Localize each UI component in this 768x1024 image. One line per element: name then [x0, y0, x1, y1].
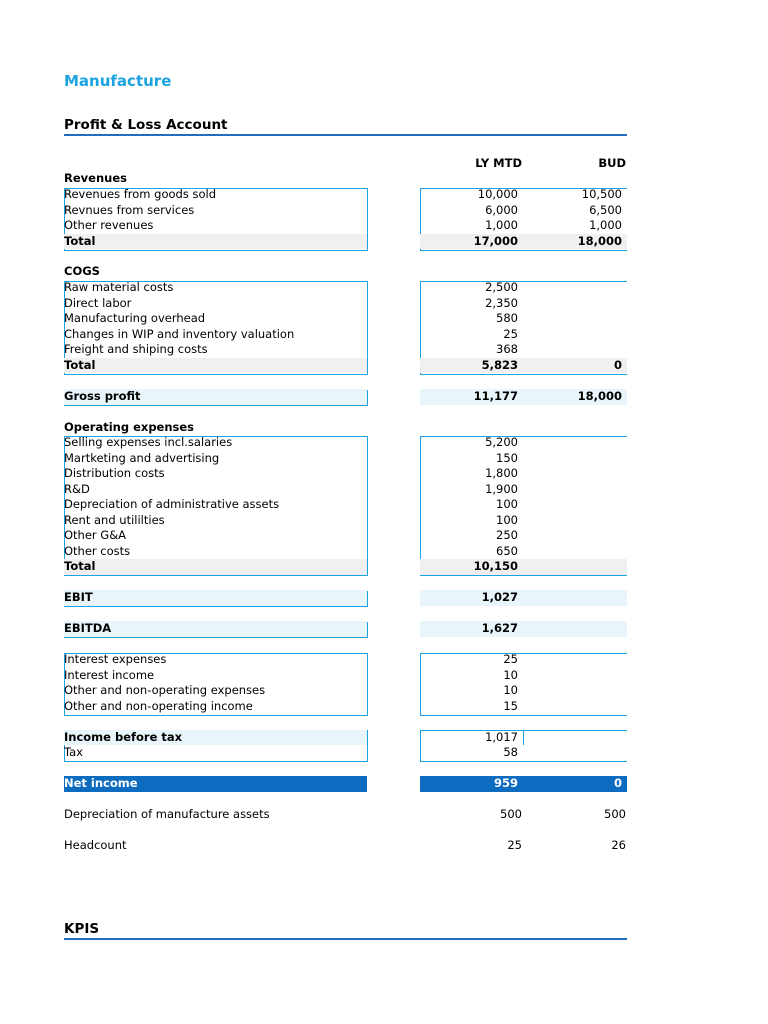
depreciation-manufacture-row[interactable]: Depreciation of manufacture assets 500 500 — [64, 807, 626, 821]
table-row[interactable]: Selling expenses incl.salaries 5,200 — [64, 435, 518, 449]
cogs-total-row[interactable]: Total 5,823 0 — [64, 358, 627, 374]
table-row[interactable]: Distribution costs 1,800 — [64, 466, 518, 480]
col-header-ly-mtd: LY MTD — [475, 156, 522, 170]
kpis-section-title: KPIS — [64, 921, 100, 937]
cogs-heading: COGS — [64, 264, 100, 278]
table-row[interactable]: Other and non-operating income 15 — [64, 698, 518, 713]
table-row[interactable]: Direct labor 2,350 — [64, 295, 518, 310]
table-row[interactable]: Other G&A 250 — [64, 528, 518, 542]
net-income-row[interactable]: Net income 959 0 — [64, 776, 627, 792]
table-row[interactable]: Freight and shiping costs 368 — [64, 342, 518, 356]
pl-section-title: Profit & Loss Account — [64, 117, 228, 133]
pl-title-rule — [64, 134, 627, 136]
table-row[interactable]: Other revenues 1,000 1,000 — [64, 218, 622, 232]
table-row[interactable]: Rent and utililties 100 — [64, 512, 518, 527]
opex-total-row[interactable]: Total 10,150 — [64, 559, 627, 575]
tax-row[interactable]: Tax 58 — [64, 745, 518, 759]
ebitda-row[interactable]: EBITDA 1,627 — [64, 621, 627, 637]
table-row[interactable]: Revnues from services 6,000 6,500 — [64, 202, 622, 217]
table-row[interactable]: Interest expenses 25 — [64, 652, 518, 666]
opex-heading: Operating expenses — [64, 419, 195, 434]
table-row[interactable]: Other costs 650 — [64, 543, 518, 558]
kpis-title-rule — [64, 938, 627, 940]
table-row[interactable]: Depreciation of administrative assets 100 — [64, 497, 518, 511]
app-title: Manufacture — [64, 72, 172, 90]
revenues-heading: Revenues — [64, 171, 127, 185]
table-row[interactable]: Raw material costs 2,500 — [64, 280, 518, 294]
income-before-tax-row[interactable]: Income before tax 1,017 — [64, 729, 518, 744]
headcount-row[interactable]: Headcount 25 26 — [64, 838, 626, 852]
gross-profit-row[interactable]: Gross profit 11,177 18,000 — [64, 389, 627, 405]
cell-cursor — [523, 731, 524, 745]
table-row[interactable]: Manufacturing overhead 580 — [64, 311, 518, 325]
table-row[interactable]: Interest income 10 — [64, 667, 518, 682]
table-row[interactable]: Revenues from goods sold 10,000 10,500 — [64, 187, 622, 201]
table-row[interactable]: Changes in WIP and inventory valuation 25 — [64, 326, 518, 341]
revenues-total-row[interactable]: Total 17,000 18,000 — [64, 234, 627, 250]
ebit-row[interactable]: EBIT 1,027 — [64, 590, 627, 606]
table-row[interactable]: Martketing and advertising 150 — [64, 450, 518, 465]
table-row[interactable]: R&D 1,900 — [64, 481, 518, 496]
table-row[interactable]: Other and non-operating expenses 10 — [64, 683, 518, 697]
col-header-bud: BUD — [598, 156, 626, 170]
